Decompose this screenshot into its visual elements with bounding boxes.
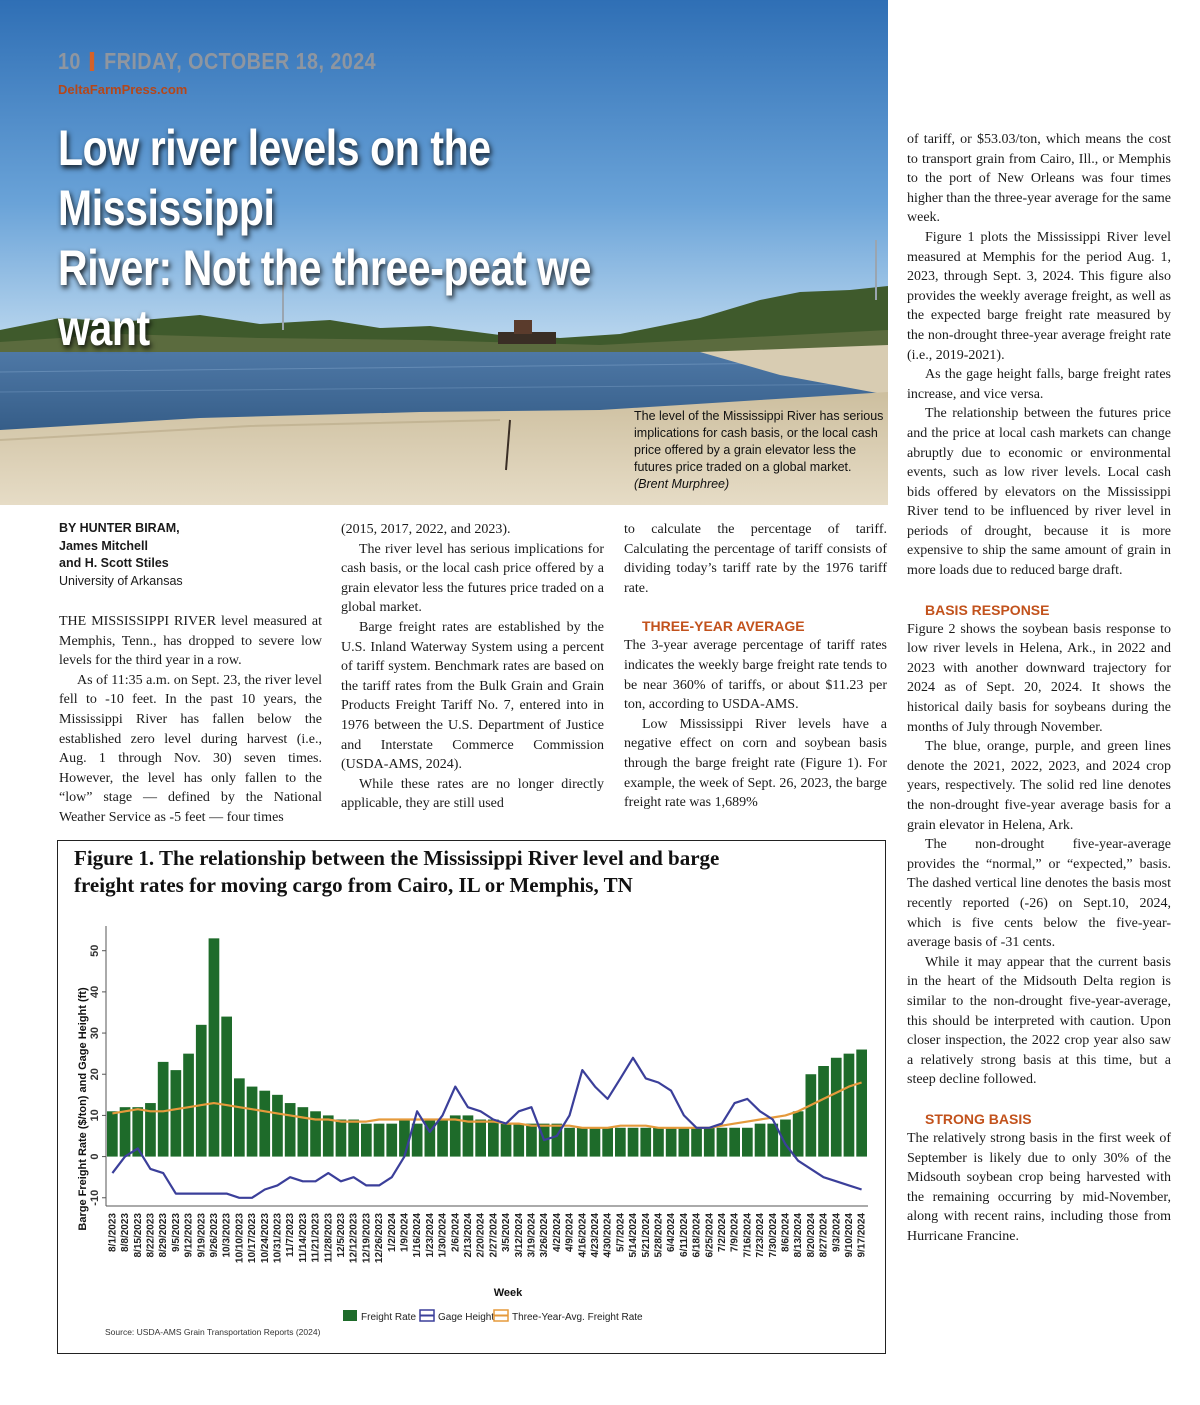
bar-freight-rate: [615, 1128, 626, 1157]
photo-caption: [634, 408, 884, 493]
x-tick-label: 7/2/2024: [716, 1213, 728, 1252]
x-tick-label: 8/22/2023: [145, 1213, 157, 1258]
column-4: [907, 130, 1171, 1246]
x-tick-label: 1/30/2024: [437, 1213, 449, 1258]
bar-freight-rate: [755, 1124, 766, 1157]
bar-freight-rate: [209, 938, 220, 1156]
hero-photo: [0, 0, 888, 505]
x-tick-label: 6/11/2024: [678, 1213, 690, 1257]
x-tick-label: 10/31/2023: [272, 1213, 284, 1264]
caption-text: The level of the Mississippi River has serious implications for cash basis, or the local cash price offered by a grain elevator less the futures price traded on a global market.: [634, 409, 884, 474]
paragraph: The 3-year average percentage of tariff rates indicates the weekly barge freight rate tends to be near 360% of tariffs, or about $11.23 per ton, according to USDA-AMS.: [624, 638, 887, 713]
bar-freight-rate: [590, 1128, 601, 1157]
x-tick-label: 12/19/2023: [361, 1213, 373, 1264]
figure-1: [57, 840, 886, 1354]
paragraph: The relationship between the futures price and the price at local cash markets can change abruptly due to economic or environmental events, such as low river levels. Local cash bids offered by elevators on the Mississippi River tend to be influenced by river level in periods of drought, because it is more expensive to ship the same amount of grain in more loads due to reduced barge draft.: [907, 406, 1171, 579]
x-tick-label: 8/29/2023: [158, 1213, 170, 1258]
section-heading-basis-response: BASIS RESPONSE: [925, 601, 1050, 618]
x-tick-label: 9/12/2023: [183, 1213, 195, 1258]
bar-freight-rate: [501, 1124, 512, 1157]
bar-freight-rate: [717, 1128, 728, 1157]
bar-freight-rate: [513, 1124, 524, 1157]
bar-freight-rate: [742, 1128, 753, 1157]
bar-freight-rate: [171, 1070, 182, 1156]
bar-freight-rate: [653, 1128, 664, 1157]
bar-freight-rate: [234, 1078, 245, 1156]
headline-line-2: River: Not the three-peat we want: [58, 240, 592, 356]
x-tick-label: 7/23/2024: [755, 1213, 767, 1258]
x-tick-label: 6/4/2024: [666, 1213, 678, 1252]
x-tick-label: 5/28/2024: [653, 1213, 665, 1258]
x-tick-label: 11/28/2023: [323, 1213, 335, 1263]
bar-freight-rate: [361, 1124, 372, 1157]
section-heading-three-year-average: THREE-YEAR AVERAGE: [642, 618, 805, 635]
y-tick-label: 20: [89, 1068, 101, 1081]
bar-freight-rate: [450, 1115, 461, 1156]
x-tick-label: 12/26/2023: [374, 1213, 386, 1264]
x-tick-label: 8/8/2023: [120, 1213, 132, 1252]
bar-freight-rate: [158, 1062, 169, 1157]
bar-freight-rate: [221, 1017, 232, 1157]
paragraph: The river level has serious implications for cash basis, or the local cash price offered by a grain elevator less the futures price traded on a global market.: [341, 541, 604, 616]
bar-freight-rate: [374, 1124, 385, 1157]
x-tick-label: 10/10/2023: [234, 1213, 246, 1264]
bar-freight-rate: [856, 1050, 867, 1157]
x-tick-label: 8/20/2024: [805, 1213, 817, 1258]
bar-freight-rate: [628, 1128, 639, 1157]
paragraph: Figure 2 shows the soybean basis response to low river levels in Helena, Ark., in 2022 and 2023 with another downward trajectory for 2024 as of Sept. 20, 2024. It shows the historical daily basis for soybeans during the months of July through November.: [907, 621, 1171, 735]
paragraph: While it may appear that the current basis in the heart of the Midsouth Delta region is similar to the non-drought five-year-average, this should be interpreted with caution. Upon closer inspection, the 2022 crop year also saw a relatively strong basis at this time, but a steep decline followed.: [907, 954, 1171, 1088]
bar-freight-rate: [412, 1124, 423, 1157]
x-tick-label: 9/10/2024: [843, 1213, 855, 1258]
x-tick-label: 8/15/2023: [132, 1213, 144, 1258]
x-tick-label: 9/17/2024: [856, 1213, 868, 1258]
folio-divider: [89, 52, 93, 71]
x-tick-label: 4/23/2024: [589, 1213, 601, 1258]
bar-freight-rate: [298, 1107, 309, 1156]
x-tick-label: 5/14/2024: [628, 1213, 640, 1258]
paragraph: (2015, 2017, 2022, and 2023).: [341, 522, 511, 537]
paragraph: The blue, orange, purple, and green lines denote the 2021, 2022, 2023, and 2024 crop years, respectively. The solid red line denotes the non-drought five-year average basis for a grain elevator in Helena, Ark.: [907, 739, 1171, 833]
bar-freight-rate: [793, 1111, 804, 1156]
site-link[interactable]: DeltaFarmPress.com: [58, 82, 188, 97]
bar-freight-rate: [844, 1054, 855, 1157]
x-tick-label: 4/16/2024: [577, 1213, 589, 1258]
paragraph: of tariff, or $53.03/ton, which means the cost to transport grain from Cairo, Ill., or Memphis to the port of New Orleans was four times higher than the three-year average for the same week.: [907, 132, 1171, 226]
x-tick-label: 11/14/2023: [297, 1213, 309, 1263]
bar-freight-rate: [259, 1091, 270, 1157]
bar-freight-rate: [285, 1103, 296, 1157]
x-tick-label: 3/12/2024: [513, 1213, 525, 1258]
paragraph: Barge freight rates are established by the U.S. Inland Waterway System using a percent of tariff system. Benchmark rates are based on the tariff rates from the Bulk Grain and Grain Products Freight Tariff No. 7, entered into in 1976 between the U.S. Department of Justice and Interstate Commerce Commission (USDA-AMS, 2024).: [341, 619, 604, 773]
x-tick-label: 12/12/2023: [348, 1213, 360, 1264]
photo-credit: (Brent Murphree): [634, 477, 730, 491]
section-heading-strong-basis: STRONG BASIS: [925, 1110, 1032, 1127]
bar-freight-rate: [183, 1054, 194, 1157]
figure-1-chart: [58, 841, 887, 1355]
byline-affiliation: University of Arkansas: [59, 573, 183, 588]
x-tick-label: 9/5/2023: [170, 1213, 182, 1252]
x-tick-label: 2/27/2024: [488, 1213, 500, 1258]
x-tick-label: 11/7/2023: [285, 1213, 297, 1257]
paragraph: As of 11:35 a.m. on Sept. 23, the river level fell to -10 feet. In the past 10 years, the Mississippi River has fallen below the established zero level during harvest (i.e., Aug. 1 through Nov. 30) seven times. However, the level has only fallen to the “low” stage — defined by the National Weather Service as -5 feet — four times: [59, 672, 322, 825]
bar-freight-rate: [691, 1128, 702, 1157]
column-3: [624, 520, 887, 813]
issue-date: FRIDAY, OCTOBER 18, 2024: [104, 48, 377, 74]
x-tick-label: 2/6/2024: [450, 1213, 462, 1252]
bar-freight-rate: [526, 1124, 537, 1157]
y-tick-label: 40: [89, 985, 101, 999]
byline-author-1: BY HUNTER BIRAM,: [59, 521, 180, 535]
x-tick-label: 1/23/2024: [424, 1213, 436, 1258]
byline-author-2: James Mitchell: [59, 538, 148, 553]
x-tick-label: 2/20/2024: [475, 1213, 487, 1258]
chart-source: Source: USDA-AMS Grain Transportation Reports (2024): [105, 1327, 321, 1337]
bar-freight-rate: [120, 1107, 131, 1156]
bar-freight-rate: [602, 1128, 613, 1157]
bar-freight-rate: [577, 1128, 588, 1157]
legend-freight-rate-swatch: [343, 1310, 357, 1321]
x-tick-label: 9/3/2024: [831, 1213, 843, 1252]
x-tick-label: 5/21/2024: [640, 1213, 652, 1258]
paragraph: Low Mississippi River levels have a negative effect on corn and soybean basis through the barge freight rate (Figure 1). For example, the week of Sept. 26, 2023, the barge freight rate was 1,689%: [624, 716, 887, 811]
plot-area: [89, 926, 868, 1263]
paragraph: The relatively strong basis in the first week of September is likely due to only 30% of the Midsouth soybean crop being harvested with the remaining occurring by mid-November, along with recent rains, including those from Hurricane Francine.: [907, 1130, 1171, 1244]
x-tick-label: 6/18/2024: [691, 1213, 703, 1258]
y-axis-label: Barge Freight Rate ($/ton) and Gage Height (ft): [77, 987, 89, 1231]
bar-freight-rate: [336, 1120, 347, 1157]
legend-gage-height-label: Gage Height: [438, 1312, 495, 1323]
bar-freight-rate: [437, 1120, 448, 1157]
x-tick-label: 6/25/2024: [704, 1213, 716, 1258]
x-tick-label: 3/5/2024: [501, 1213, 513, 1252]
bar-freight-rate: [704, 1128, 715, 1157]
bar-freight-rate: [107, 1111, 118, 1156]
bar-freight-rate: [247, 1087, 258, 1157]
x-tick-label: 5/7/2024: [615, 1213, 627, 1252]
bar-freight-rate: [679, 1128, 690, 1157]
y-tick-label: -10: [89, 1189, 101, 1206]
x-tick-label: 4/30/2024: [602, 1213, 614, 1258]
x-tick-label: 7/9/2024: [729, 1213, 741, 1252]
bar-freight-rate: [196, 1025, 207, 1157]
bar-freight-rate: [831, 1058, 842, 1157]
x-tick-label: 1/2/2024: [386, 1213, 398, 1252]
headline-line-1: Low river levels on the Mississippi: [58, 120, 491, 236]
column-1: [59, 520, 322, 828]
page-folio: [58, 48, 376, 75]
paragraph: to calculate the percentage of tariff. Calculating the percentage of tariff consists of dividing today’s tariff rate by the 1976 tariff rate.: [624, 522, 887, 596]
y-tick-label: 10: [89, 1109, 101, 1122]
bar-freight-rate: [386, 1124, 397, 1157]
x-axis-label: Week: [493, 1287, 523, 1299]
bar-freight-rate: [666, 1128, 677, 1157]
x-tick-label: 11/21/2023: [310, 1213, 322, 1263]
paragraph: The non-drought five-year-average provides the “normal,” or “expected,” basis. The dashed vertical line denotes the basis most recently reported (-26) on Sept.10, 2024, which is five cents below the five-year-average basis of -31 cents.: [907, 837, 1171, 951]
y-tick-label: 50: [89, 944, 101, 957]
x-tick-label: 8/13/2024: [793, 1213, 805, 1258]
bar-freight-rate: [348, 1120, 359, 1157]
bar-freight-rate: [272, 1095, 283, 1157]
column-2: [341, 520, 604, 814]
bar-freight-rate: [818, 1066, 829, 1157]
legend: [343, 1310, 643, 1323]
x-tick-label: 1/16/2024: [412, 1213, 424, 1258]
paragraph: THE MISSISSIPPI RIVER level measured at Memphis, Tenn., has dropped to severe low levels for the third year in a row.: [59, 614, 322, 669]
bar-freight-rate: [806, 1074, 817, 1156]
bar-freight-rate: [323, 1115, 334, 1156]
x-tick-label: 9/19/2023: [196, 1213, 208, 1258]
bar-freight-rate: [729, 1128, 740, 1157]
legend-avg-label: Three-Year-Avg. Freight Rate: [512, 1312, 643, 1323]
legend-freight-rate-label: Freight Rate: [361, 1312, 417, 1323]
paragraph: As the gage height falls, barge freight rates increase, and vice versa.: [907, 367, 1171, 402]
x-tick-label: 8/27/2024: [818, 1213, 830, 1258]
x-tick-label: 8/6/2024: [780, 1213, 792, 1252]
x-tick-label: 4/9/2024: [564, 1213, 576, 1252]
x-tick-label: 10/3/2023: [221, 1213, 233, 1258]
x-tick-label: 3/19/2024: [526, 1213, 538, 1258]
chart-title-line-2: freight rates for moving cargo from Cairo, IL or Memphis, TN: [74, 873, 633, 897]
bar-freight-rate: [475, 1120, 486, 1157]
bar-freight-rate: [640, 1128, 651, 1157]
x-tick-label: 10/24/2023: [259, 1213, 271, 1264]
article-headline: [58, 118, 681, 358]
x-tick-label: 4/2/2024: [551, 1213, 563, 1252]
bar-freight-rate: [399, 1120, 410, 1157]
y-tick-label: 0: [89, 1153, 101, 1160]
x-tick-label: 7/30/2024: [767, 1213, 779, 1258]
x-tick-label: 1/9/2024: [399, 1213, 411, 1252]
x-tick-label: 2/13/2024: [462, 1213, 474, 1258]
x-tick-label: 7/16/2024: [742, 1213, 754, 1258]
x-tick-label: 9/26/2023: [208, 1213, 220, 1258]
page-number: 10: [58, 48, 81, 74]
bar-freight-rate: [488, 1120, 499, 1157]
y-tick-label: 30: [89, 1026, 101, 1040]
x-tick-label: 10/17/2023: [247, 1213, 259, 1264]
byline: [59, 520, 322, 590]
paragraph: While these rates are no longer directly applicable, they are still used: [341, 776, 604, 812]
paragraph: Figure 1 plots the Mississippi River level measured at Memphis for the period Aug. 1, 2023, through Sept. 3, 2024. This figure also provides the weekly average freight, as well as the expected barge freight rate measured by the non-drought three-year average freight rate (i.e., 2019-2021).: [907, 229, 1171, 363]
byline-author-3: and H. Scott Stiles: [59, 556, 169, 570]
x-tick-label: 12/5/2023: [335, 1213, 347, 1258]
bar-freight-rate: [564, 1128, 575, 1157]
chart-title-line-1: Figure 1. The relationship between the Mississippi River level and barge: [74, 846, 720, 870]
x-tick-label: 8/1/2023: [107, 1213, 119, 1252]
x-tick-label: 3/26/2024: [539, 1213, 551, 1258]
